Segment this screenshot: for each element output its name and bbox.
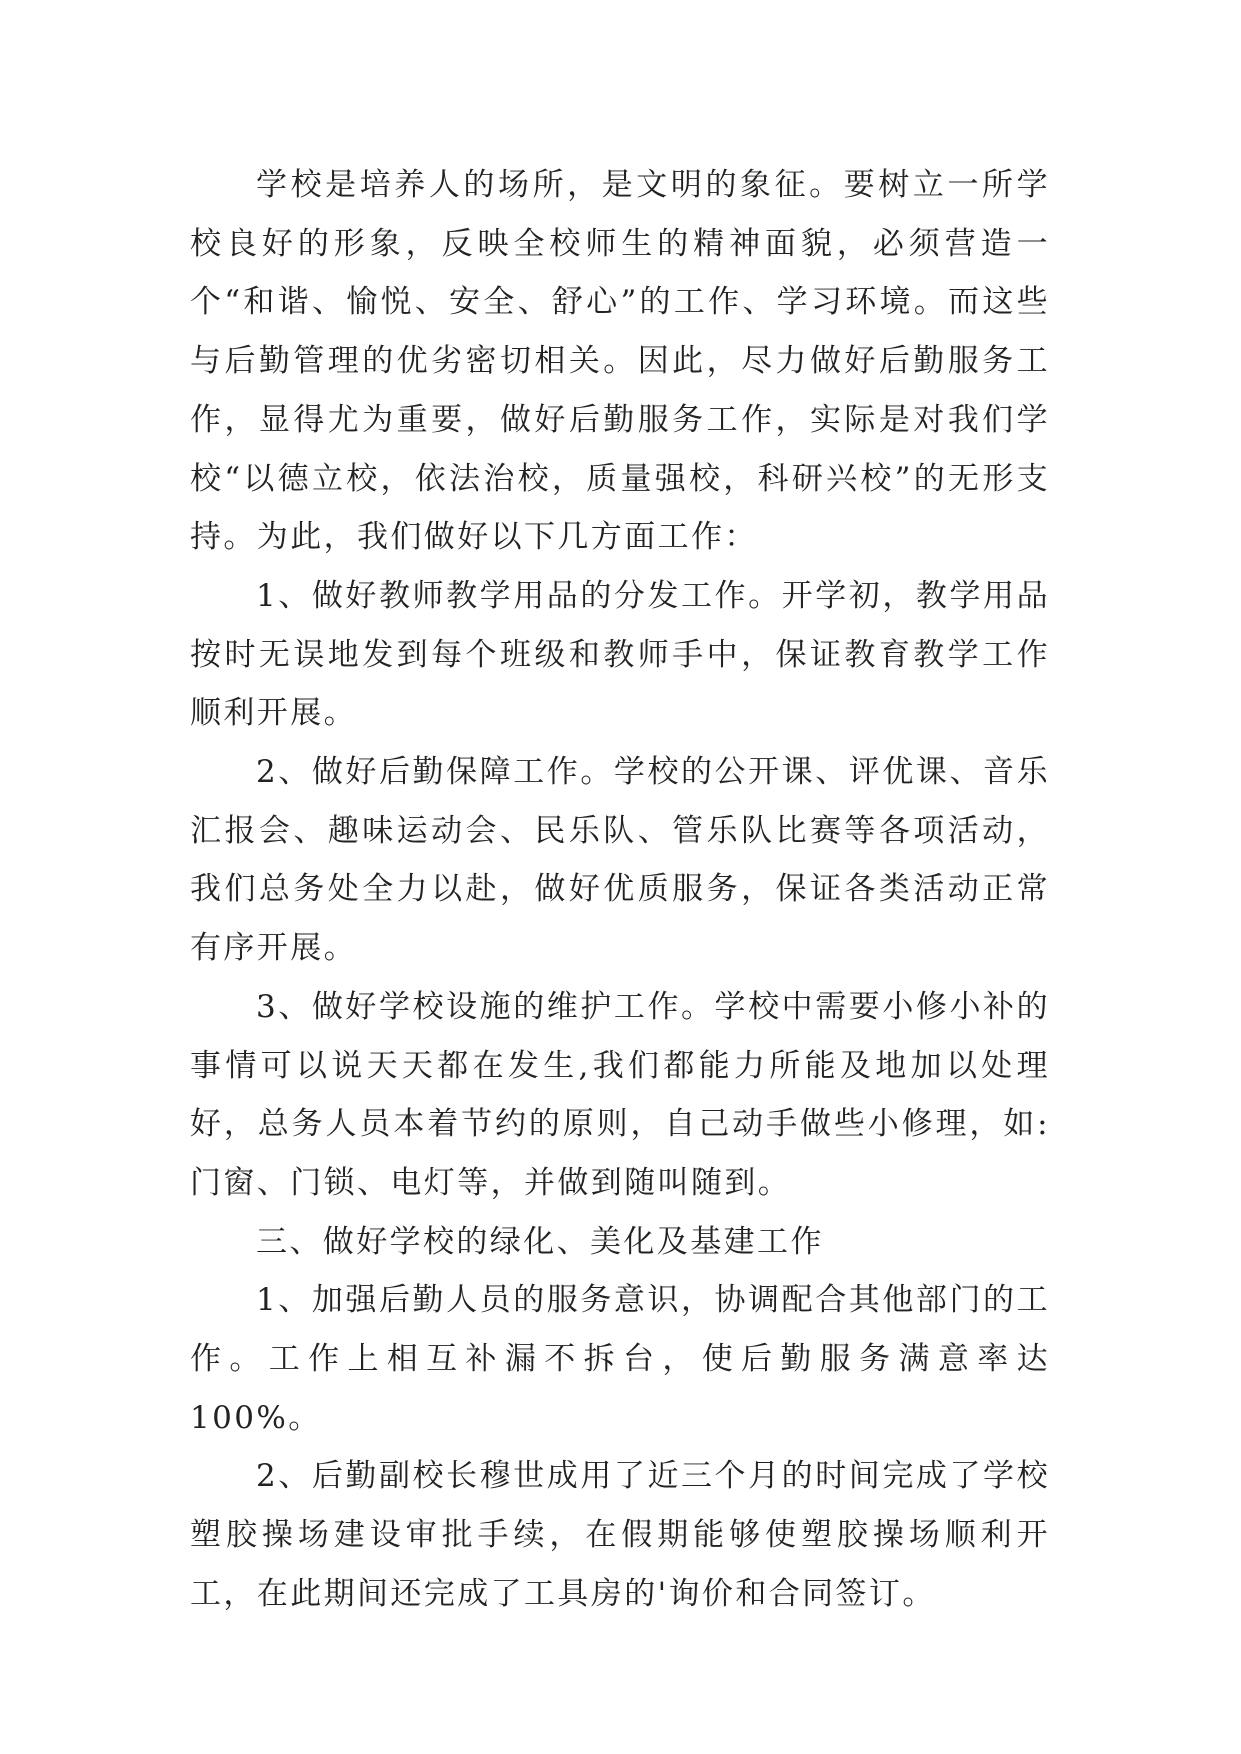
paragraph-item-2: 2、做好后勤保障工作。学校的公开课、评优课、音乐汇报会、趣味运动会、民乐队、管乐队比赛等各项活动，我们总务处全力以赴，做好优质服务，保证各类活动正常有序开展。 [190,754,1050,967]
paragraph-item-3: 3、做好学校设施的维护工作。学校中需要小修小补的事情可以说天天都在发生,我们都能力所能及地加以处理好，总务人员本着节约的原则，自己动手做些小修理，如:门窗、门锁、电灯等，并做到随叫随到。 [190,988,1050,1201]
paragraph-section-item-2: 2、后勤副校长穆世成用了近三个月的时间完成了学校塑胶操场建设审批手续，在假期能够使塑胶操场顺利开工，在此期间还完成了工具房的'询价和合同签订。 [190,1458,1050,1612]
paragraph-section-item-1: 1、加强后勤人员的服务意识，协调配合其他部门的工作。工作上相互补漏不拆台，使后勤服务满意率达100%。 [190,1282,1050,1436]
paragraph-intro: 学校是培养人的场所，是文明的象征。要树立一所学校良好的形象，反映全校师生的精神面貌，必须营造一个“和谐、愉悦、安全、舒心”的工作、学习环境。而这些与后勤管理的优劣密切相关。因此，尽力做好后勤服务工作，显得尤为重要，做好后勤服务工作，实际是对我们学校“以德立校，依法治校，质量强校，科研兴校”的无形支持。为此，我们做好以下几方面工作： [190,167,1050,556]
paragraph-item-1: 1、做好教师教学用品的分发工作。开学初，教学用品按时无误地发到每个班级和教师手中，保证教育教学工作顺利开展。 [190,577,1050,732]
document-body [190,156,1050,1624]
section-heading-3: 三、做好学校的绿化、美化及基建工作 [256,1223,824,1260]
